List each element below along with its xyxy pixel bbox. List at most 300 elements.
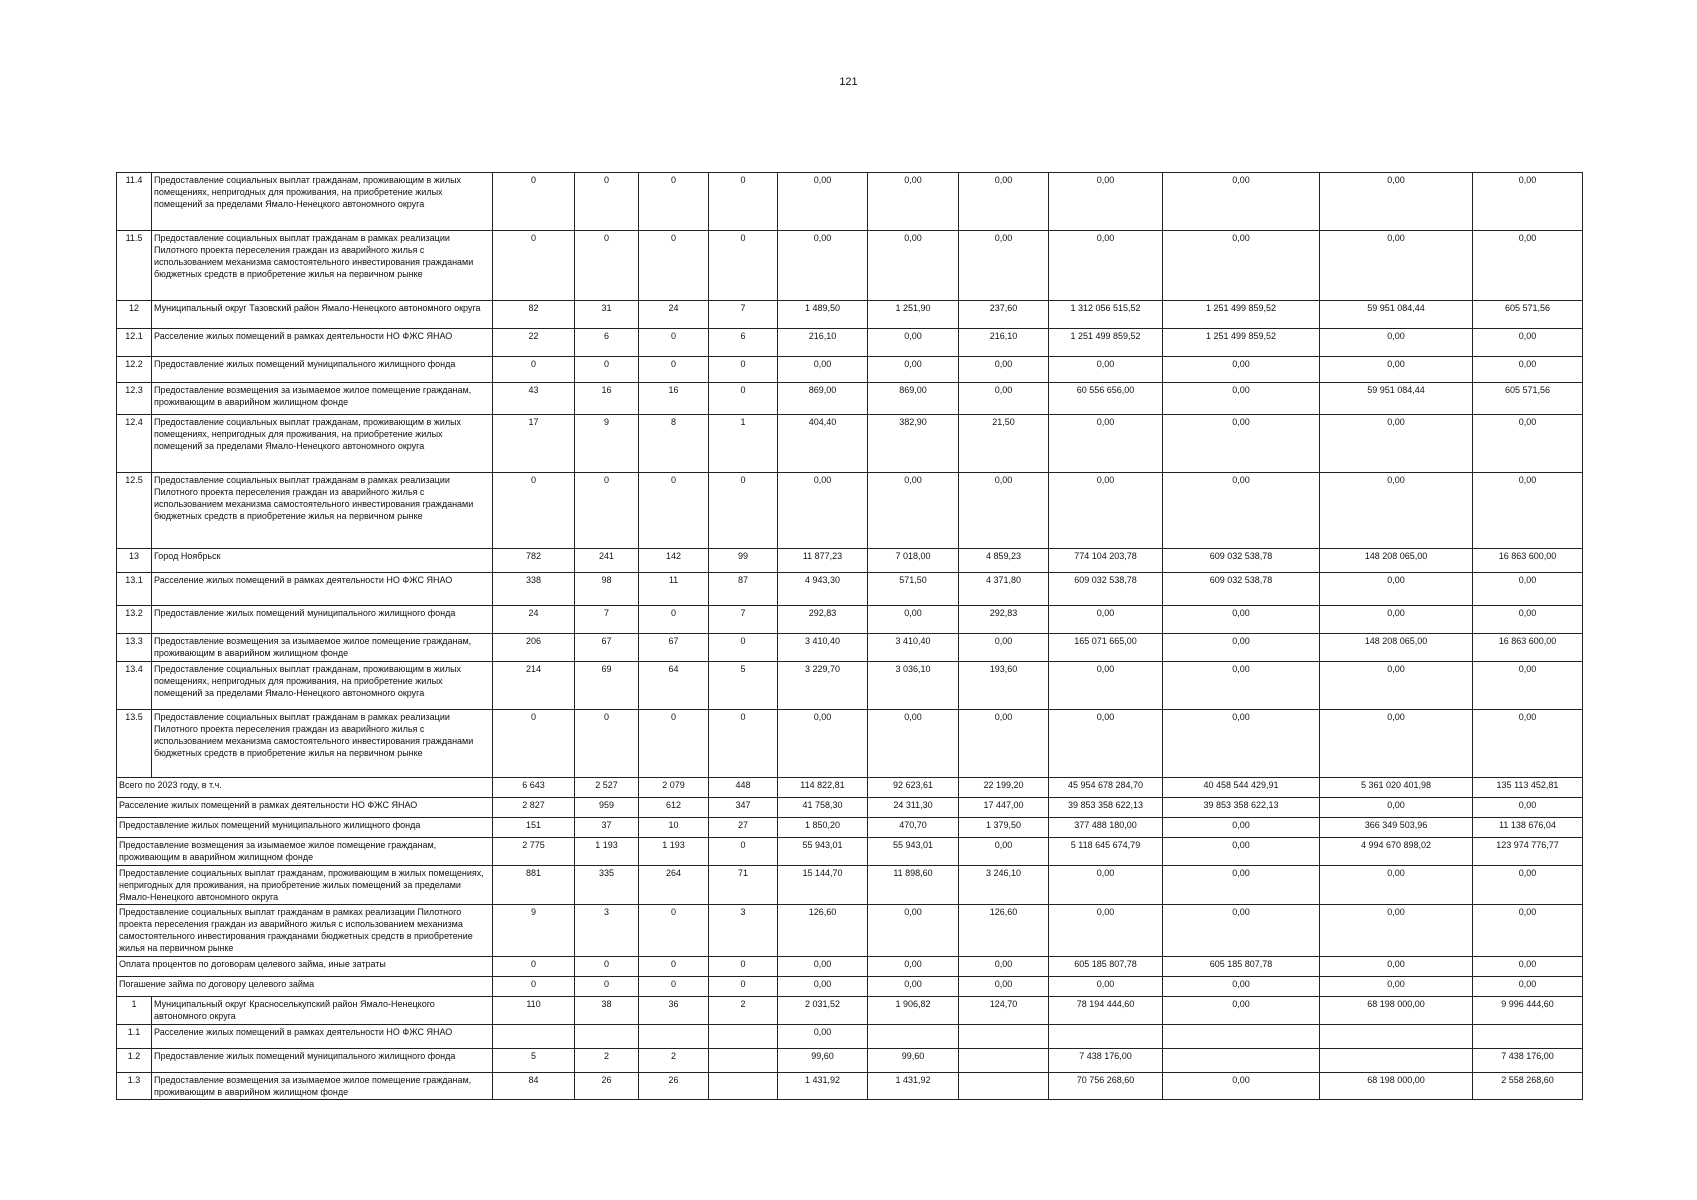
table-row <box>117 415 1583 473</box>
row-number: 12.5 <box>117 473 152 549</box>
cell-value: 2 <box>639 1049 709 1073</box>
cell-value: 0,00 <box>868 905 959 957</box>
cell-value: 609 032 538,78 <box>1049 573 1163 606</box>
cell-value: 7 438 176,00 <box>1049 1049 1163 1073</box>
cell-value: 0,00 <box>778 357 868 383</box>
cell-value: 3 <box>575 905 639 957</box>
cell-value: 0 <box>575 957 639 977</box>
cell-value: 0,00 <box>868 357 959 383</box>
cell-value: 0,00 <box>1163 710 1320 778</box>
cell-value: 110 <box>493 997 575 1025</box>
cell-value: 0,00 <box>1320 957 1473 977</box>
cell-value: 0,00 <box>959 473 1049 549</box>
cell-value: 609 032 538,78 <box>1163 573 1320 606</box>
row-name: Предоставление социальных выплат гражданам в рамках реализации Пилотного проекта переселения граждан из аварийного жилья с использованием механизма самостоятельного инвестирования гражданами бюджетных средств в приобретение жилья на первичном рынке <box>152 231 493 301</box>
cell-value: 148 208 065,00 <box>1320 634 1473 662</box>
cell-value: 1 251 499 859,52 <box>1163 329 1320 357</box>
cell-value: 2 031,52 <box>778 997 868 1025</box>
cell-value: 0 <box>575 710 639 778</box>
cell-value: 292,83 <box>778 606 868 634</box>
row-name: Предоставление возмещения за изымаемое жилое помещение гражданам, проживающим в аварийном жилищном фонде <box>152 383 493 415</box>
cell-value: 338 <box>493 573 575 606</box>
cell-value: 3 410,40 <box>868 634 959 662</box>
cell-value: 68 198 000,00 <box>1320 997 1473 1025</box>
cell-value: 0,00 <box>868 231 959 301</box>
cell-value: 3 <box>709 905 778 957</box>
cell-value: 1 193 <box>575 838 639 866</box>
cell-value: 0,00 <box>868 957 959 977</box>
cell-value: 206 <box>493 634 575 662</box>
cell-value: 571,50 <box>868 573 959 606</box>
cell-value: 68 198 000,00 <box>1320 1073 1473 1100</box>
cell-value: 1 312 056 515,52 <box>1049 301 1163 329</box>
cell-value: 0,00 <box>1163 662 1320 710</box>
cell-value: 7 <box>709 606 778 634</box>
cell-value: 0,00 <box>1049 905 1163 957</box>
row-number: 11.5 <box>117 231 152 301</box>
cell-value: 609 032 538,78 <box>1163 549 1320 573</box>
cell-value: 59 951 084,44 <box>1320 383 1473 415</box>
cell-value: 0,00 <box>1473 573 1583 606</box>
cell-value: 27 <box>709 818 778 838</box>
row-name: Оплата процентов по договорам целевого займа, иные затраты <box>117 957 493 977</box>
cell-value: 7 <box>575 606 639 634</box>
cell-value: 0,00 <box>959 173 1049 231</box>
cell-value: 135 113 452,81 <box>1473 778 1583 798</box>
cell-value: 0 <box>639 606 709 634</box>
cell-value: 0 <box>709 231 778 301</box>
cell-value: 0,00 <box>959 977 1049 997</box>
cell-value: 0,00 <box>1163 634 1320 662</box>
cell-value: 7 018,00 <box>868 549 959 573</box>
cell-value: 11 138 676,04 <box>1473 818 1583 838</box>
cell-value: 16 863 600,00 <box>1473 634 1583 662</box>
cell-value: 126,60 <box>778 905 868 957</box>
cell-value: 5 361 020 401,98 <box>1320 778 1473 798</box>
cell-value: 782 <box>493 549 575 573</box>
row-name: Предоставление жилых помещений муниципального жилищного фонда <box>152 357 493 383</box>
cell-value: 9 <box>575 415 639 473</box>
cell-value: 126,60 <box>959 905 1049 957</box>
cell-value: 0,00 <box>778 710 868 778</box>
cell-value: 0,00 <box>1473 473 1583 549</box>
cell-value <box>493 1025 575 1049</box>
cell-value <box>639 1025 709 1049</box>
cell-value: 99,60 <box>868 1049 959 1073</box>
cell-value: 0,00 <box>1320 662 1473 710</box>
table-row <box>117 573 1583 606</box>
cell-value: 0,00 <box>1320 357 1473 383</box>
cell-value: 0,00 <box>868 329 959 357</box>
row-number: 1.1 <box>117 1025 152 1049</box>
cell-value: 9 <box>493 905 575 957</box>
relocation-table <box>116 172 1583 1100</box>
row-number: 11.4 <box>117 173 152 231</box>
cell-value: 0,00 <box>1320 905 1473 957</box>
cell-value: 26 <box>575 1073 639 1100</box>
cell-value: 0,00 <box>868 977 959 997</box>
cell-value: 3 036,10 <box>868 662 959 710</box>
cell-value <box>959 1073 1049 1100</box>
cell-value: 0,00 <box>1049 231 1163 301</box>
cell-value: 0,00 <box>1320 473 1473 549</box>
cell-value: 59 951 084,44 <box>1320 301 1473 329</box>
cell-value: 1 251 499 859,52 <box>1049 329 1163 357</box>
cell-value: 0,00 <box>1473 957 1583 977</box>
row-name: Предоставление жилых помещений муниципального жилищного фонда <box>117 818 493 838</box>
cell-value: 11 877,23 <box>778 549 868 573</box>
table-row <box>117 329 1583 357</box>
cell-value: 39 853 358 622,13 <box>1049 798 1163 818</box>
cell-value: 0,00 <box>1473 662 1583 710</box>
row-name: Всего по 2023 году, в т.ч. <box>117 778 493 798</box>
row-name: Муниципальный округ Тазовский район Ямало-Ненецкого автономного округа <box>152 301 493 329</box>
table-row <box>117 818 1583 838</box>
cell-value: 5 <box>709 662 778 710</box>
table-row <box>117 662 1583 710</box>
cell-value: 24 311,30 <box>868 798 959 818</box>
cell-value: 0,00 <box>1473 866 1583 905</box>
cell-value: 71 <box>709 866 778 905</box>
cell-value: 2 079 <box>639 778 709 798</box>
cell-value: 0,00 <box>1473 231 1583 301</box>
cell-value <box>575 1025 639 1049</box>
cell-value: 0,00 <box>1320 710 1473 778</box>
row-number: 13.2 <box>117 606 152 634</box>
cell-value: 377 488 180,00 <box>1049 818 1163 838</box>
cell-value: 165 071 665,00 <box>1049 634 1163 662</box>
cell-value: 0 <box>639 957 709 977</box>
cell-value: 0,00 <box>1049 977 1163 997</box>
row-name: Погашение займа по договору целевого займа <box>117 977 493 997</box>
cell-value: 0,00 <box>1049 606 1163 634</box>
cell-value: 774 104 203,78 <box>1049 549 1163 573</box>
cell-value: 0 <box>575 357 639 383</box>
cell-value: 124,70 <box>959 997 1049 1025</box>
row-name: Предоставление жилых помещений муниципального жилищного фонда <box>152 606 493 634</box>
cell-value <box>868 1025 959 1049</box>
cell-value: 0 <box>493 231 575 301</box>
cell-value: 7 438 176,00 <box>1473 1049 1583 1073</box>
row-name: Муниципальный округ Красноселькупский район Ямало-Ненецкого автономного округа <box>152 997 493 1025</box>
cell-value: 0 <box>639 710 709 778</box>
cell-value: 0,00 <box>1473 977 1583 997</box>
cell-value: 0 <box>709 838 778 866</box>
cell-value: 55 943,01 <box>778 838 868 866</box>
cell-value: 0,00 <box>1473 357 1583 383</box>
table-row <box>117 778 1583 798</box>
cell-value: 0 <box>709 977 778 997</box>
cell-value: 0,00 <box>1473 606 1583 634</box>
row-name: Расселение жилых помещений в рамках деятельности НО ФЖС ЯНАО <box>152 329 493 357</box>
cell-value: 92 623,61 <box>868 778 959 798</box>
cell-value: 0 <box>639 905 709 957</box>
cell-value: 142 <box>639 549 709 573</box>
cell-value: 0,00 <box>1163 383 1320 415</box>
cell-value: 0,00 <box>959 383 1049 415</box>
cell-value: 7 <box>709 301 778 329</box>
cell-value: 4 371,80 <box>959 573 1049 606</box>
cell-value: 0 <box>575 977 639 997</box>
cell-value: 0,00 <box>778 1025 868 1049</box>
cell-value: 0,00 <box>868 606 959 634</box>
cell-value: 0,00 <box>778 231 868 301</box>
cell-value: 148 208 065,00 <box>1320 549 1473 573</box>
table-row <box>117 1073 1583 1100</box>
cell-value: 0 <box>709 173 778 231</box>
row-name: Предоставление социальных выплат гражданам, проживающим в жилых помещениях, непригодных для проживания, на приобретение жилых помещений за пределами Ямало-Ненецкого автономного округа <box>152 173 493 231</box>
cell-value: 0 <box>709 473 778 549</box>
cell-value: 1 431,92 <box>778 1073 868 1100</box>
cell-value: 0,00 <box>1163 357 1320 383</box>
cell-value: 1 <box>709 415 778 473</box>
table-row <box>117 957 1583 977</box>
cell-value: 1 906,82 <box>868 997 959 1025</box>
row-number: 1.3 <box>117 1073 152 1100</box>
row-number: 13.1 <box>117 573 152 606</box>
row-number: 12.2 <box>117 357 152 383</box>
table-row <box>117 798 1583 818</box>
cell-value: 16 <box>575 383 639 415</box>
row-name: Предоставление возмещения за изымаемое жилое помещение гражданам, проживающим в аварийном жилищном фонде <box>152 1073 493 1100</box>
cell-value: 11 <box>639 573 709 606</box>
row-name: Предоставление социальных выплат гражданам в рамках реализации Пилотного проекта переселения граждан из аварийного жилья с использованием механизма самостоятельного инвестирования гражданами бюджетных средств в приобретение жилья на первичном рынке <box>117 905 493 957</box>
cell-value: 17 <box>493 415 575 473</box>
row-name: Предоставление социальных выплат гражданам в рамках реализации Пилотного проекта переселения граждан из аварийного жилья с использованием механизма самостоятельного инвестирования гражданами бюджетных средств в приобретение жилья на первичном рынке <box>152 710 493 778</box>
cell-value: 2 827 <box>493 798 575 818</box>
cell-value: 1 379,50 <box>959 818 1049 838</box>
cell-value: 0 <box>493 173 575 231</box>
cell-value: 0,00 <box>1049 357 1163 383</box>
cell-value: 22 199,20 <box>959 778 1049 798</box>
cell-value: 0 <box>575 473 639 549</box>
cell-value: 31 <box>575 301 639 329</box>
cell-value: 3 229,70 <box>778 662 868 710</box>
cell-value: 193,60 <box>959 662 1049 710</box>
cell-value: 123 974 776,77 <box>1473 838 1583 866</box>
cell-value: 17 447,00 <box>959 798 1049 818</box>
cell-value: 0 <box>639 473 709 549</box>
cell-value: 114 822,81 <box>778 778 868 798</box>
cell-value: 36 <box>639 997 709 1025</box>
cell-value: 2 <box>575 1049 639 1073</box>
cell-value: 39 853 358 622,13 <box>1163 798 1320 818</box>
cell-value: 241 <box>575 549 639 573</box>
cell-value: 335 <box>575 866 639 905</box>
cell-value: 0,00 <box>1163 905 1320 957</box>
cell-value: 0,00 <box>868 173 959 231</box>
cell-value <box>1163 1025 1320 1049</box>
cell-value: 6 <box>575 329 639 357</box>
cell-value <box>959 1049 1049 1073</box>
cell-value: 0,00 <box>1473 710 1583 778</box>
table-row <box>117 977 1583 997</box>
cell-value: 99 <box>709 549 778 573</box>
row-name: Город Ноябрьск <box>152 549 493 573</box>
cell-value: 0,00 <box>1163 606 1320 634</box>
cell-value: 0,00 <box>1163 173 1320 231</box>
cell-value: 0 <box>639 231 709 301</box>
cell-value: 5 118 645 674,79 <box>1049 838 1163 866</box>
cell-value: 87 <box>709 573 778 606</box>
row-number: 13.5 <box>117 710 152 778</box>
cell-value: 881 <box>493 866 575 905</box>
cell-value: 0,00 <box>1163 838 1320 866</box>
cell-value: 64 <box>639 662 709 710</box>
table-row <box>117 710 1583 778</box>
cell-value: 0 <box>639 357 709 383</box>
cell-value <box>1049 1025 1163 1049</box>
cell-value: 2 558 268,60 <box>1473 1073 1583 1100</box>
cell-value: 3 246,10 <box>959 866 1049 905</box>
cell-value: 612 <box>639 798 709 818</box>
cell-value: 0,00 <box>1049 866 1163 905</box>
row-number: 13 <box>117 549 152 573</box>
cell-value <box>1163 1049 1320 1073</box>
cell-value: 4 994 670 898,02 <box>1320 838 1473 866</box>
cell-value: 470,70 <box>868 818 959 838</box>
cell-value: 216,10 <box>778 329 868 357</box>
cell-value: 382,90 <box>868 415 959 473</box>
row-name: Расселение жилых помещений в рамках деятельности НО ФЖС ЯНАО <box>117 798 493 818</box>
cell-value: 0,00 <box>1163 977 1320 997</box>
row-number: 13.3 <box>117 634 152 662</box>
cell-value: 24 <box>639 301 709 329</box>
cell-value: 69 <box>575 662 639 710</box>
cell-value: 0,00 <box>1320 231 1473 301</box>
cell-value: 0,00 <box>1049 473 1163 549</box>
cell-value: 55 943,01 <box>868 838 959 866</box>
cell-value <box>1320 1049 1473 1073</box>
row-number: 1.2 <box>117 1049 152 1073</box>
table-row <box>117 905 1583 957</box>
cell-value: 347 <box>709 798 778 818</box>
cell-value: 0,00 <box>959 634 1049 662</box>
table-body <box>117 173 1583 1100</box>
cell-value <box>959 1025 1049 1049</box>
cell-value: 84 <box>493 1073 575 1100</box>
row-number: 12.1 <box>117 329 152 357</box>
table-row <box>117 301 1583 329</box>
cell-value <box>709 1049 778 1073</box>
row-number: 12 <box>117 301 152 329</box>
cell-value: 6 643 <box>493 778 575 798</box>
cell-value: 0 <box>709 634 778 662</box>
table-row <box>117 357 1583 383</box>
cell-value: 1 489,50 <box>778 301 868 329</box>
cell-value: 0 <box>493 473 575 549</box>
cell-value: 0,00 <box>1163 415 1320 473</box>
cell-value: 78 194 444,60 <box>1049 997 1163 1025</box>
cell-value: 605 185 807,78 <box>1049 957 1163 977</box>
cell-value: 2 775 <box>493 838 575 866</box>
cell-value: 22 <box>493 329 575 357</box>
cell-value: 0,00 <box>959 357 1049 383</box>
cell-value: 0,00 <box>868 710 959 778</box>
table-row <box>117 606 1583 634</box>
cell-value <box>709 1025 778 1049</box>
table-row <box>117 383 1583 415</box>
cell-value: 99,60 <box>778 1049 868 1073</box>
cell-value: 67 <box>639 634 709 662</box>
cell-value: 0,00 <box>1320 606 1473 634</box>
table-row <box>117 634 1583 662</box>
row-number: 1 <box>117 997 152 1025</box>
cell-value: 292,83 <box>959 606 1049 634</box>
cell-value: 82 <box>493 301 575 329</box>
cell-value: 98 <box>575 573 639 606</box>
cell-value: 0,00 <box>1320 173 1473 231</box>
table-row <box>117 549 1583 573</box>
cell-value: 0 <box>493 957 575 977</box>
row-name: Расселение жилых помещений в рамках деятельности НО ФЖС ЯНАО <box>152 573 493 606</box>
cell-value: 67 <box>575 634 639 662</box>
cell-value: 1 431,92 <box>868 1073 959 1100</box>
cell-value: 605 571,56 <box>1473 383 1583 415</box>
cell-value: 0,00 <box>1320 977 1473 997</box>
row-name: Предоставление социальных выплат гражданам, проживающим в жилых помещениях, непригодных для проживания, на приобретение жилых помещений за пределами Ямало-Ненецкого автономного округа <box>152 415 493 473</box>
cell-value <box>1320 1025 1473 1049</box>
cell-value: 151 <box>493 818 575 838</box>
table-row <box>117 838 1583 866</box>
cell-value: 60 556 656,00 <box>1049 383 1163 415</box>
cell-value: 869,00 <box>868 383 959 415</box>
table-row <box>117 231 1583 301</box>
cell-value: 0,00 <box>1473 415 1583 473</box>
cell-value: 15 144,70 <box>778 866 868 905</box>
cell-value: 214 <box>493 662 575 710</box>
cell-value: 0 <box>575 231 639 301</box>
cell-value: 0,00 <box>1049 662 1163 710</box>
cell-value: 0,00 <box>868 473 959 549</box>
cell-value: 0,00 <box>1163 231 1320 301</box>
cell-value: 3 410,40 <box>778 634 868 662</box>
cell-value: 0,00 <box>1163 818 1320 838</box>
cell-value: 605 571,56 <box>1473 301 1583 329</box>
row-name: Предоставление социальных выплат гражданам в рамках реализации Пилотного проекта переселения граждан из аварийного жилья с использованием механизма самостоятельного инвестирования гражданами бюджетных средств в приобретение жилья на первичном рынке <box>152 473 493 549</box>
cell-value: 0 <box>639 173 709 231</box>
cell-value: 0,00 <box>1163 997 1320 1025</box>
row-number: 12.4 <box>117 415 152 473</box>
cell-value: 0,00 <box>1320 866 1473 905</box>
cell-value: 0 <box>639 329 709 357</box>
cell-value: 0,00 <box>1320 798 1473 818</box>
cell-value: 0 <box>639 977 709 997</box>
table-row <box>117 1025 1583 1049</box>
row-number: 13.4 <box>117 662 152 710</box>
cell-value: 0 <box>493 357 575 383</box>
cell-value: 10 <box>639 818 709 838</box>
cell-value: 237,60 <box>959 301 1049 329</box>
cell-value: 0 <box>709 357 778 383</box>
cell-value: 0,00 <box>1163 473 1320 549</box>
cell-value: 26 <box>639 1073 709 1100</box>
cell-value: 0,00 <box>1473 905 1583 957</box>
cell-value: 0,00 <box>1320 329 1473 357</box>
cell-value: 605 185 807,78 <box>1163 957 1320 977</box>
cell-value: 16 <box>639 383 709 415</box>
cell-value: 5 <box>493 1049 575 1073</box>
cell-value: 0,00 <box>1049 710 1163 778</box>
cell-value: 216,10 <box>959 329 1049 357</box>
cell-value: 41 758,30 <box>778 798 868 818</box>
row-name: Предоставление возмещения за изымаемое жилое помещение гражданам, проживающим в аварийном жилищном фонде <box>152 634 493 662</box>
cell-value: 264 <box>639 866 709 905</box>
row-name: Расселение жилых помещений в рамках деятельности НО ФЖС ЯНАО <box>152 1025 493 1049</box>
table-row <box>117 997 1583 1025</box>
cell-value: 0 <box>709 383 778 415</box>
cell-value: 40 458 544 429,91 <box>1163 778 1320 798</box>
